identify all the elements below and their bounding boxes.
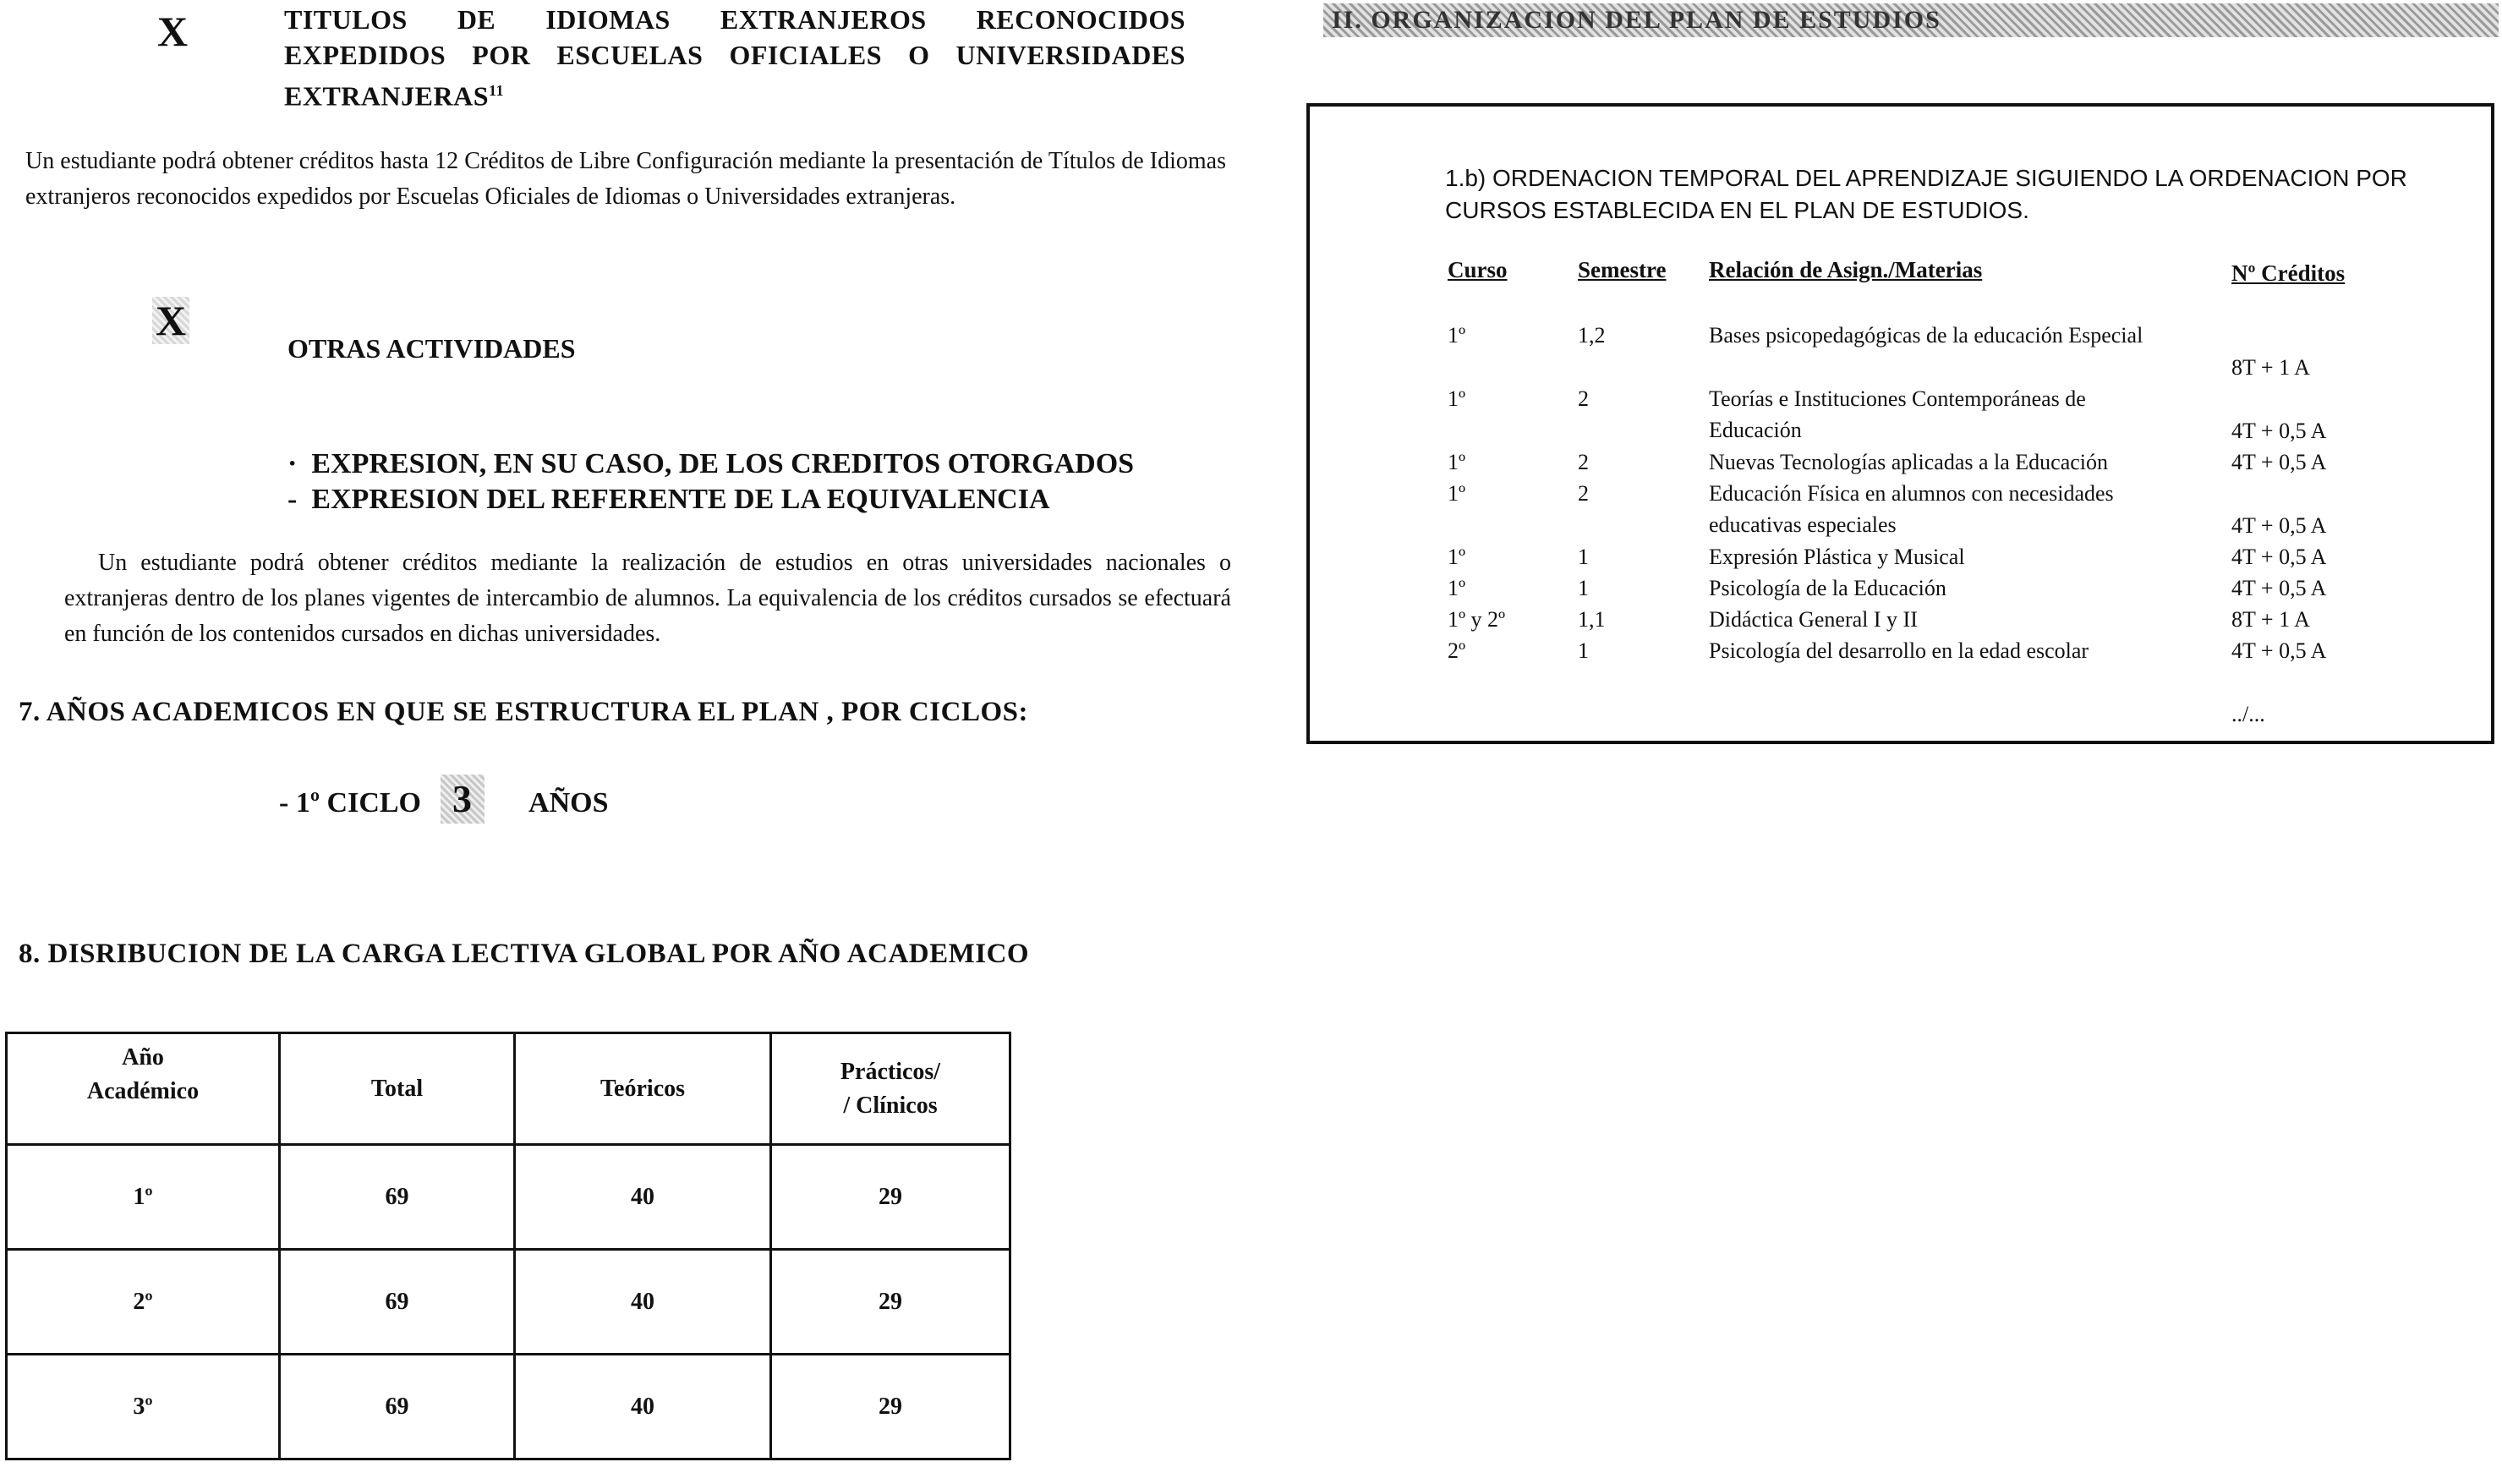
col-header-materias: Relación de Asign./Materias xyxy=(1709,257,1983,282)
row-8-materia: Psicología del desarrollo en la edad escolar xyxy=(1709,638,2089,663)
row-1-semestre: 1,2 xyxy=(1578,323,1606,348)
section-8-heading: 8. DISRIBUCION DE LA CARGA LECTIVA GLOBAL POR AÑO ACADEMICO xyxy=(19,939,1030,969)
row-8-creditos: 4T + 0,5 A xyxy=(2231,638,2327,663)
cell-ano: 2º xyxy=(7,1250,280,1355)
row-2-materia: Teorías e Instituciones Contemporáneas de Educación xyxy=(1709,386,2086,442)
ordenacion-title: 1.b) ORDENACION TEMPORAL DEL APRENDIZAJE SIGUIENDO LA ORDENACION POR CURSOS ESTABLECIDA EN EL PLAN DE ESTUDIOS. xyxy=(1445,165,2407,223)
idiomas-title-line-2: EXPEDIDOS POR ESCUELAS OFICIALES O UNIVERSIDADES xyxy=(284,40,1185,70)
row-4-semestre: 2 xyxy=(1578,481,1589,506)
continuation-mark: ../... xyxy=(2231,702,2265,726)
row-5-creditos: 4T + 0,5 A xyxy=(2231,545,2327,569)
row-6-semestre: 1 xyxy=(1578,576,1589,600)
idiomas-title-line-3: EXTRANJERAS$^{11}$ xyxy=(284,80,504,112)
table-row xyxy=(7,1145,1010,1250)
carga-lectiva-table xyxy=(5,1032,1011,1460)
bullet-creditos: · EXPRESION, EN SU CASO, DE LOS CREDITOS OTORGADOS xyxy=(287,448,1135,479)
cell-practicos: 29 xyxy=(771,1145,1010,1250)
cycle-unit: AÑOS xyxy=(528,787,609,819)
col-header-semestre: Semestre xyxy=(1578,257,1667,282)
row-1-curso: 1º xyxy=(1448,323,1466,348)
row-4-creditos: 4T + 0,5 A xyxy=(2231,513,2327,538)
row-1-creditos: 8T + 1 A xyxy=(2231,355,2310,380)
section-banner: II. ORGANIZACION DEL PLAN DE ESTUDIOS xyxy=(1323,3,2499,37)
cycle-label: - 1º CICLO xyxy=(279,787,422,819)
footnote-marker: 11 xyxy=(488,82,504,99)
col-header-total: Total xyxy=(280,1033,515,1145)
table-header-row xyxy=(7,1033,1010,1145)
col-header-creditos: Nº Créditos xyxy=(2231,260,2346,286)
row-2-creditos: 4T + 0,5 A xyxy=(2231,419,2327,443)
idiomas-title xyxy=(284,2,1185,114)
section-7-heading: 7. AÑOS ACADEMICOS EN QUE SE ESTRUCTURA EL PLAN , POR CICLOS: xyxy=(19,697,1028,727)
row-3-semestre: 2 xyxy=(1578,450,1589,474)
cycle-row xyxy=(279,775,608,824)
row-3-materia: Nuevas Tecnologías aplicadas a la Educación xyxy=(1709,450,2109,474)
row-7-materia: Didáctica General I y II xyxy=(1709,607,1918,632)
table-row xyxy=(7,1250,1010,1355)
col-header-ano: Año Académico xyxy=(7,1033,280,1145)
row-4-curso: 1º xyxy=(1448,481,1466,506)
row-2-semestre: 2 xyxy=(1578,386,1589,411)
cell-teoricos: 40 xyxy=(515,1145,771,1250)
row-3-curso: 1º xyxy=(1448,450,1466,474)
row-3-creditos: 4T + 0,5 A xyxy=(2231,450,2327,474)
col-header-practicos: Prácticos/ / Clínicos xyxy=(771,1033,1010,1145)
otras-paragraph: Un estudiante podrá obtener créditos mediante la realización de estudios en otras universidades nacionales o extranjeras dentro de los planes vigentes de intercambio de alumnos. La equivalencia de los créditos cursados se efectuará en función de los contenidos cursados en dichas universidades. xyxy=(64,550,1231,647)
row-5-curso: 1º xyxy=(1448,545,1466,569)
row-2-curso: 1º xyxy=(1448,386,1466,411)
checkbox-mark-idiomas: X xyxy=(157,8,189,55)
col-header-teoricos: Teóricos xyxy=(515,1033,771,1145)
row-1-materia: Bases psicopedagógicas de la educación Especial xyxy=(1709,323,2143,348)
otras-actividades-title: OTRAS ACTIVIDADES xyxy=(287,333,576,364)
cell-total: 69 xyxy=(280,1145,515,1250)
table-row xyxy=(7,1355,1010,1459)
row-6-materia: Psicología de la Educación xyxy=(1709,576,1946,600)
row-5-materia: Expresión Plástica y Musical xyxy=(1709,545,1965,569)
row-8-curso: 2º xyxy=(1448,638,1466,663)
cell-ano: 3º xyxy=(7,1355,280,1459)
idiomas-paragraph: Un estudiante podrá obtener créditos hasta 12 Créditos de Libre Configuración mediante la presentación de Títulos de Idiomas extranjeros reconocidos expedidos por Escuelas Oficiales de Idiomas o Universidades extranjeras. xyxy=(25,148,1226,210)
row-6-creditos: 4T + 0,5 A xyxy=(2231,576,2327,600)
row-6-curso: 1º xyxy=(1448,576,1466,600)
row-8-semestre: 1 xyxy=(1578,638,1589,663)
cell-total: 69 xyxy=(280,1250,515,1355)
cell-ano: 1º xyxy=(7,1145,280,1250)
row-7-curso: 1º y 2º xyxy=(1448,607,1506,632)
col-header-curso: Curso xyxy=(1448,257,1508,282)
idiomas-title-line-1: TITULOS DE IDIOMAS EXTRANJEROS RECONOCIDOS xyxy=(284,4,1185,35)
cell-teoricos: 40 xyxy=(515,1250,771,1355)
cell-practicos: 29 xyxy=(771,1250,1010,1355)
ordenacion-box xyxy=(1306,103,2494,744)
row-7-semestre: 1,1 xyxy=(1578,607,1606,632)
checkbox-mark-otras: X xyxy=(152,296,189,345)
row-7-creditos: 8T + 1 A xyxy=(2231,607,2310,632)
bullet-referente: - EXPRESION DEL REFERENTE DE LA EQUIVALENCIA xyxy=(287,484,1050,515)
cycle-value: 3 xyxy=(441,775,485,824)
row-4-materia: Educación Física en alumnos con necesidades educativas especiales xyxy=(1709,481,2114,537)
cell-total: 69 xyxy=(280,1355,515,1459)
cell-teoricos: 40 xyxy=(515,1355,771,1459)
row-5-semestre: 1 xyxy=(1578,545,1589,569)
cell-practicos: 29 xyxy=(771,1355,1010,1459)
